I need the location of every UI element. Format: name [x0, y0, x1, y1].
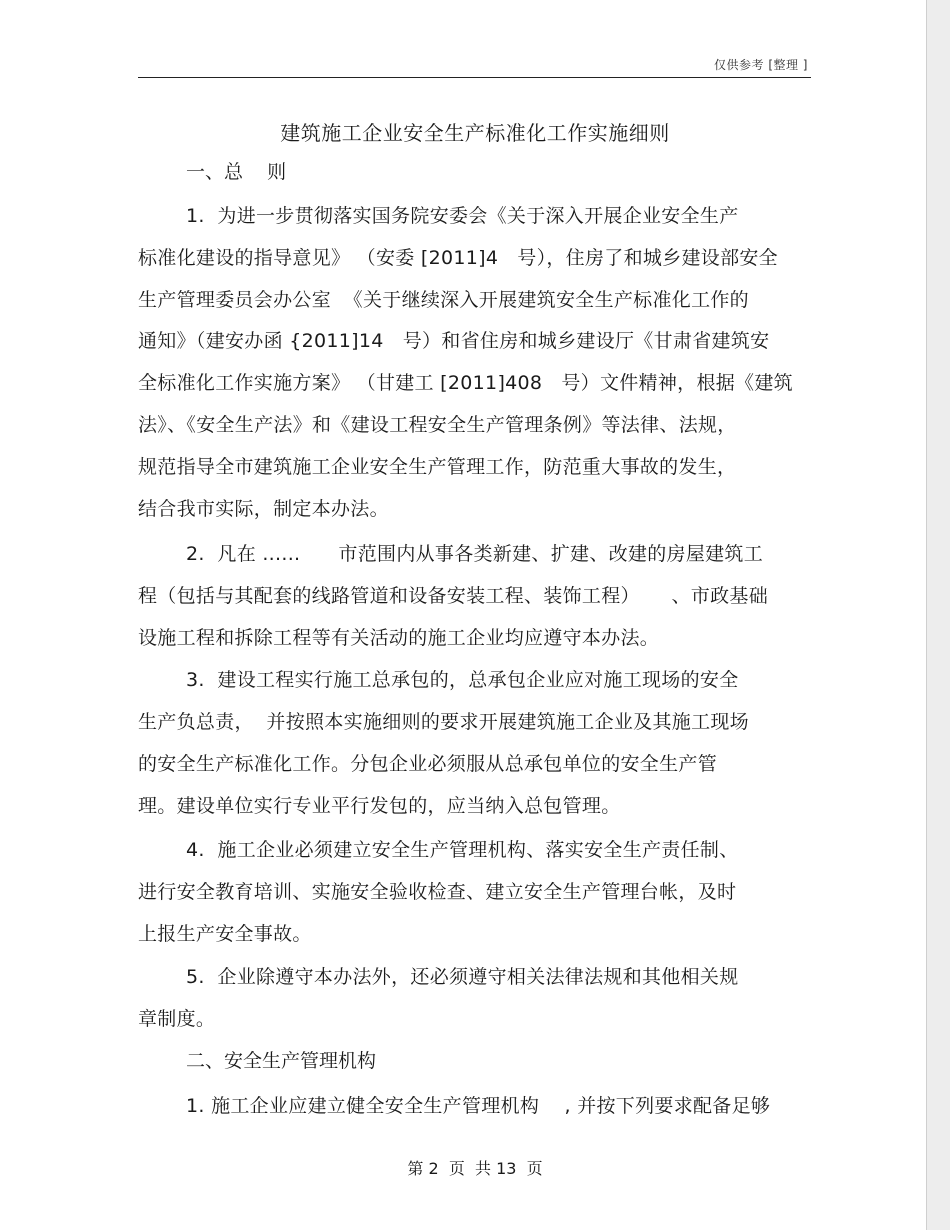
paragraph-line: 程（包括与其配套的线路管道和设备安装工程、装饰工程） 、市政基础: [138, 585, 768, 607]
paragraph-line: 标准化建设的指导意见》 （安委 [2011]4 号），住房了和城乡建设部安全: [138, 247, 778, 269]
document-title: 建筑施工企业安全生产标准化工作实施细则: [280, 121, 670, 145]
paragraph-line: 全标准化工作实施方案》 （甘建工 [2011]408 号）文件精神，根据《建筑: [138, 372, 793, 394]
paragraph-line: 生产管理委员会办公室 《关于继续深入开展建筑安全生产标准化工作的: [138, 289, 749, 311]
page-number: 第 2 页 共 13 页: [407, 1159, 543, 1178]
paragraph-line: 5. 企业除遵守本办法外，还必须遵守相关法律法规和其他相关规: [186, 966, 739, 988]
section-heading-general: 一、总 则: [186, 161, 287, 183]
header-note: 仅供参考 [整理 ]: [714, 58, 808, 72]
paragraph-line: 4. 施工企业必须建立安全生产管理机构、落实安全生产责任制、: [186, 839, 739, 861]
header-rule: [138, 77, 811, 78]
paragraph-line: 法》、《安全生产法》和《建设工程安全生产管理条例》等法律、法规，: [138, 414, 737, 436]
paragraph-line: 的安全生产标准化工作。分包企业必须服从总承包单位的安全生产管: [138, 753, 718, 775]
paragraph-line: 章制度。: [138, 1008, 216, 1030]
paragraph-line: 3. 建设工程实行施工总承包的，总承包企业应对施工现场的安全: [186, 669, 739, 691]
paragraph-line: 上报生产安全事故。: [138, 923, 312, 945]
paragraph-line: 2. 凡在 ...... 市范围内从事各类新建、扩建、改建的房屋建筑工: [186, 543, 764, 565]
section-heading-management: 二、安全生产管理机构: [186, 1050, 377, 1072]
paragraph-line: 理。建设单位实行专业平行发包的，应当纳入总包管理。: [138, 795, 621, 817]
paragraph-line: 结合我市实际，制定本办法。: [138, 498, 389, 520]
paragraph-line: 进行安全教育培训、实施安全验收检查、建立安全生产管理台帐，及时: [138, 881, 737, 903]
paragraph-line: 规范指导全市建筑施工企业安全生产管理工作，防范重大事故的发生，: [138, 456, 737, 478]
paragraph-line: 1. 施工企业应建立健全安全生产管理机构 , 并按下列要求配备足够: [186, 1095, 771, 1117]
paragraph-line: 通知》（建安办函 {2011]14 号）和省住房和城乡建设厅《甘肃省建筑安: [138, 330, 770, 352]
paragraph-line: 设施工程和拆除工程等有关活动的施工企业均应遵守本办法。: [138, 627, 660, 649]
paragraph-line: 生产负总责， 并按照本实施细则的要求开展建筑施工企业及其施工现场: [138, 711, 749, 733]
paragraph-line: 1. 为进一步贯彻落实国务院安委会《关于深入开展企业安全生产: [186, 205, 739, 227]
